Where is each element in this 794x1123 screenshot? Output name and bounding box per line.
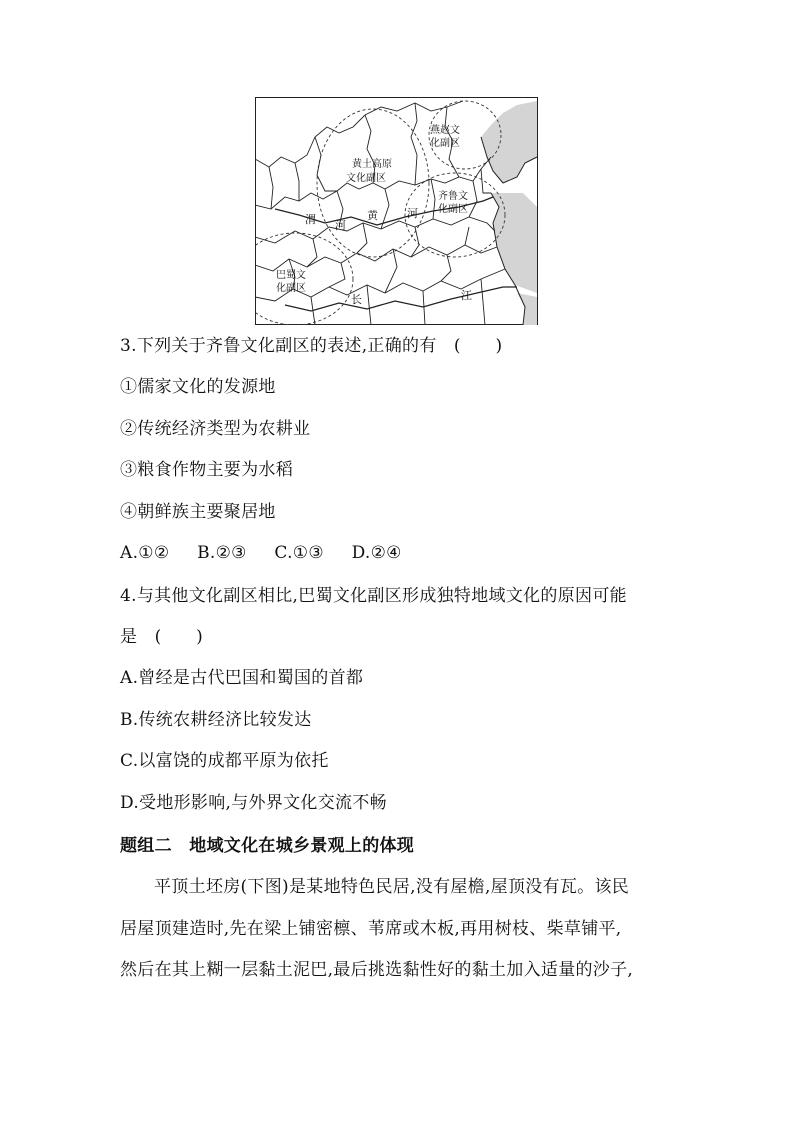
label-yanzhao-1: 燕赵文 bbox=[430, 125, 460, 136]
q3-item-2: ②传统经济类型为农耕业 bbox=[120, 419, 311, 439]
q3-item-4: ④朝鲜族主要聚居地 bbox=[120, 502, 276, 522]
para-line-3: 然后在其上糊一层黏土泥巴,最后挑选黏性好的黏土加入适量的沙子, bbox=[120, 960, 634, 980]
label-bashu-1: 巴蜀文 bbox=[276, 270, 306, 281]
q4-option-d[interactable]: D.受地形影响,与外界文化交流不畅 bbox=[120, 793, 387, 813]
label-huangtu-1: 黄土高原 bbox=[352, 159, 392, 170]
q3-item-1: ①儒家文化的发源地 bbox=[120, 377, 276, 397]
river-label-wei: 渭 bbox=[305, 213, 316, 226]
q4-stem-line1: 4.与其他文化副区相比,巴蜀文化副区形成独特地域文化的原因可能 bbox=[120, 586, 627, 606]
para-line-2: 居屋顶建造时,先在梁上铺密檩、苇席或木板,再用树枝、柴草铺平, bbox=[120, 919, 622, 939]
q3-stem: 3.下列关于齐鲁文化副区的表述,正确的有 ( ) bbox=[120, 336, 503, 356]
q4-option-a[interactable]: A.曾经是古代巴国和蜀国的首都 bbox=[120, 668, 364, 688]
culture-region-map bbox=[255, 97, 538, 325]
river-label-chang: 长 bbox=[351, 293, 362, 306]
river-label-huang: 黄 bbox=[367, 209, 378, 222]
para-line-1: 平顶土坯房(下图)是某地特色民居,没有屋檐,屋顶没有瓦。该民 bbox=[154, 877, 630, 897]
label-yanzhao-2: 化副区 bbox=[430, 138, 460, 149]
q3-option-a[interactable]: A.①② bbox=[120, 543, 170, 563]
label-qilu-1: 齐鲁文 bbox=[438, 191, 468, 202]
q4-stem-line2: 是 ( ) bbox=[120, 627, 204, 647]
q3-item-3: ③粮食作物主要为水稻 bbox=[120, 460, 293, 480]
label-huangtu-2: 文化副区 bbox=[346, 173, 386, 184]
section-title: 题组二 地域文化在城乡景观上的体现 bbox=[120, 836, 415, 856]
label-qilu-2: 化副区 bbox=[438, 204, 468, 215]
q3-option-b[interactable]: B.②③ bbox=[197, 543, 247, 563]
river-label-jiang: 江 bbox=[461, 289, 472, 302]
river-label-he1: 河 bbox=[335, 219, 346, 232]
river-label-he2: 河 bbox=[407, 207, 418, 220]
q4-option-c[interactable]: C.以富饶的成都平原为依托 bbox=[120, 751, 329, 771]
q3-options bbox=[120, 541, 424, 565]
label-bashu-2: 化副区 bbox=[276, 283, 306, 294]
q3-option-c[interactable]: C.①③ bbox=[274, 543, 324, 563]
q3-option-d[interactable]: D.②④ bbox=[351, 543, 402, 563]
map-svg bbox=[255, 97, 538, 325]
q4-option-b[interactable]: B.传统农耕经济比较发达 bbox=[120, 710, 312, 730]
